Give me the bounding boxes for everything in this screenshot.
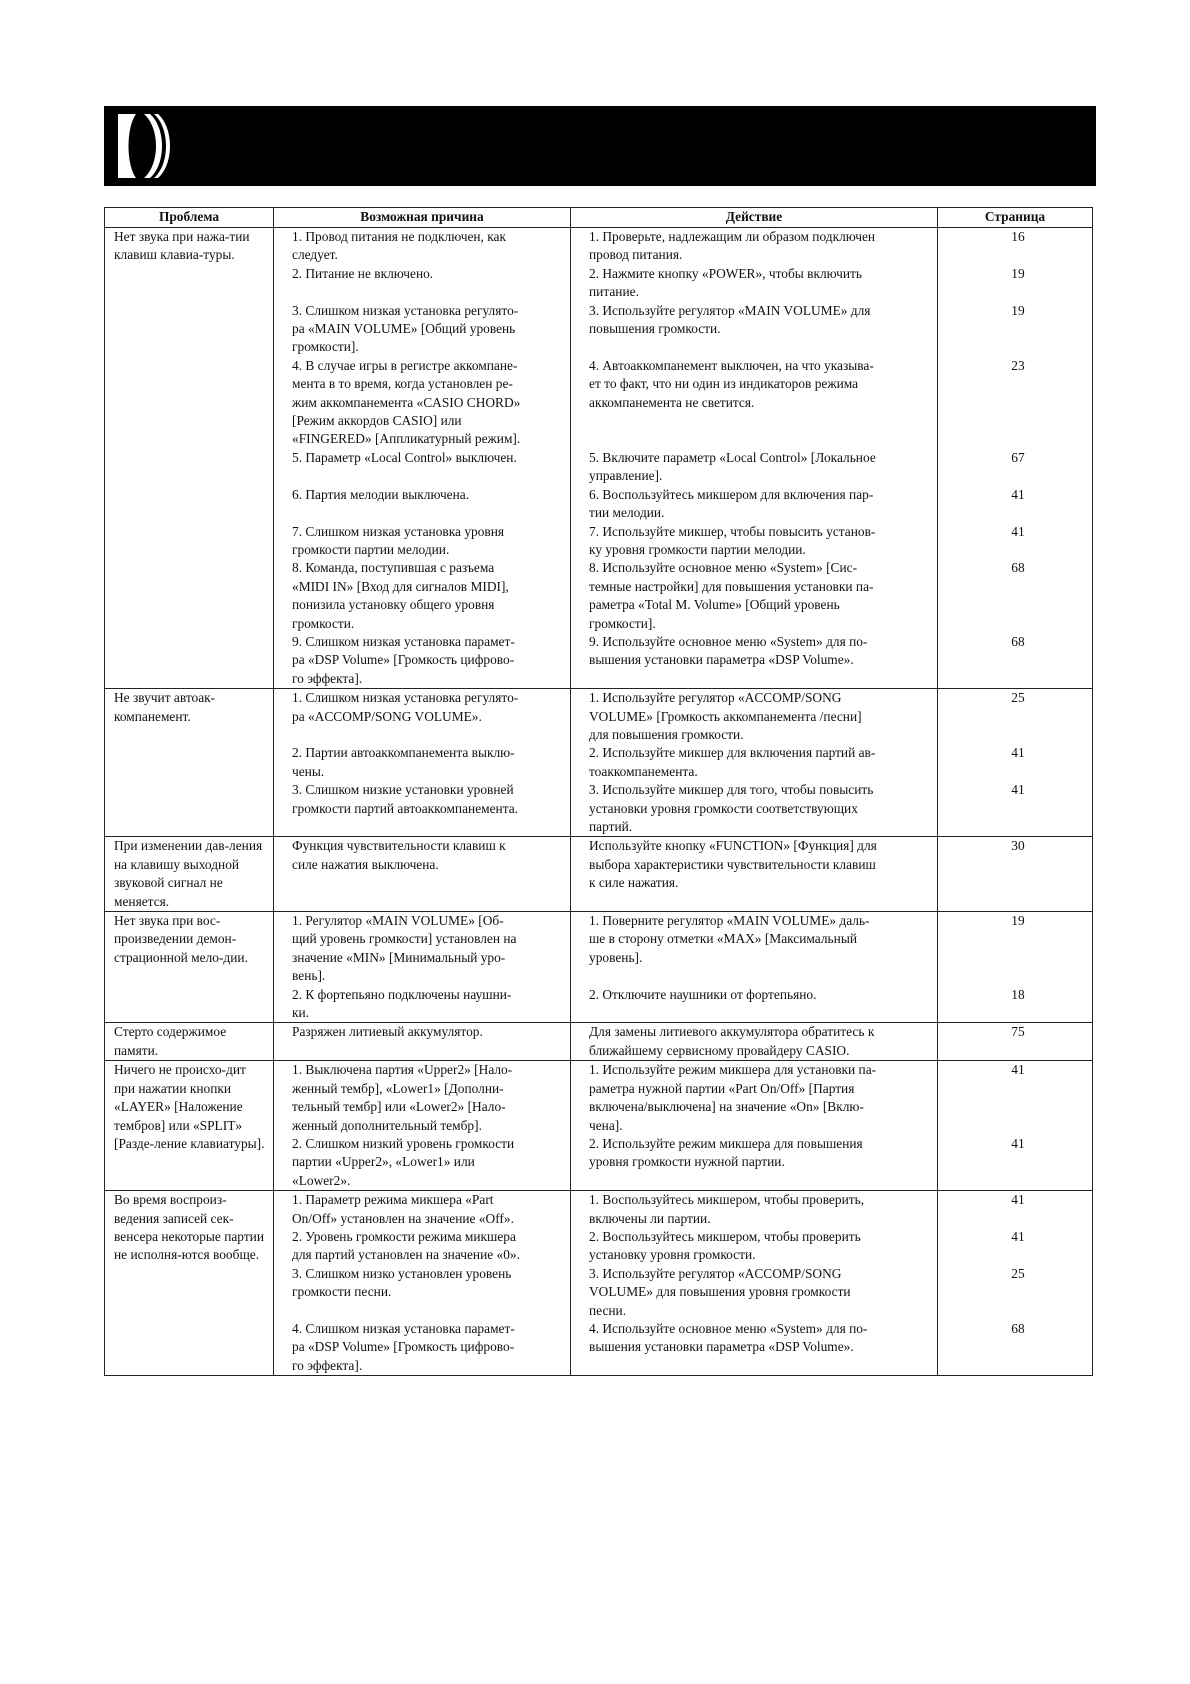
action-line: раметра «Total M. Volume» [Общий уровень	[589, 597, 840, 613]
page-spacer	[947, 818, 1086, 836]
cause-line: громкости песни.	[292, 1284, 392, 1300]
action-line: 4. Используйте основное меню «System» для по-	[589, 1320, 868, 1336]
cause-line: 6. Партия мелодии выключена.	[292, 486, 470, 502]
page-spacer	[947, 246, 1086, 264]
page-number: 75	[1011, 1024, 1025, 1040]
page-spacer	[947, 763, 1086, 781]
action-line: включена/выключена] на значение «On» [Вклю-	[589, 1099, 864, 1115]
page-spacer	[947, 726, 1086, 744]
cause-line: On/Off» установлен на значение «Off».	[292, 1210, 514, 1226]
page-spacer	[947, 615, 1086, 633]
cause-line: громкости].	[292, 339, 359, 355]
troubleshooting-table	[104, 207, 1093, 1376]
action-line: VOLUME» [Громкость аккомпанемента /песни]	[589, 708, 862, 724]
cause-line: «Lower2».	[292, 1172, 351, 1188]
action-cell	[571, 1191, 938, 1376]
cause-line: 3. Слишком низко установлен уровень	[292, 1265, 512, 1281]
action-line: вышения установки параметра «DSP Volume».	[589, 1339, 854, 1355]
page-spacer	[947, 1210, 1086, 1228]
cause-line	[283, 504, 564, 522]
cause-line: мента в то время, когда установлен ре-	[292, 376, 513, 392]
action-line: ет то факт, что ни один из индикаторов режима	[589, 376, 859, 392]
cause-line: 2. Партии автоаккомпанемента выклю-	[292, 745, 515, 761]
cause-line: ра «MAIN VOLUME» [Общий уровень	[292, 321, 516, 337]
page-spacer	[947, 651, 1086, 669]
page-cell	[938, 912, 1093, 1023]
page-number: 41	[1011, 1062, 1025, 1078]
cause-line: женный дополнительный тембр].	[292, 1117, 482, 1133]
action-line: 2. Используйте режим микшера для повышения	[589, 1135, 863, 1151]
cause-line: следует.	[292, 247, 338, 263]
cause-line: силе нажатия выключена.	[292, 856, 439, 872]
page-number: 18	[1011, 986, 1025, 1002]
table-row	[105, 837, 1093, 912]
page-spacer	[947, 283, 1086, 301]
action-line: 1. Воспользуйтесь микшером, чтобы проверить,	[589, 1192, 865, 1208]
cause-line: громкости партии мелодии.	[292, 541, 450, 557]
page-number: 41	[1011, 782, 1025, 798]
page-spacer	[947, 949, 1086, 967]
cause-line: тельный тембр] или «Lower2» [Нало-	[292, 1099, 506, 1115]
action-line: уровень].	[589, 949, 643, 965]
cause-line	[283, 874, 564, 892]
cause-line: значение «MIN» [Минимальный уро-	[292, 949, 506, 965]
page-number: 41	[1011, 486, 1025, 502]
cause-cell	[274, 1191, 571, 1376]
page-number: 25	[1011, 1265, 1025, 1281]
page-spacer	[947, 1246, 1086, 1264]
cause-cell	[274, 1023, 571, 1061]
page-spacer	[947, 412, 1086, 430]
page-number: 19	[1011, 265, 1025, 281]
cause-line: ра «DSP Volume» [Громкость цифрово-	[292, 1339, 515, 1355]
page-spacer	[947, 338, 1086, 356]
cause-line: 9. Слишком низкая установка парамет-	[292, 633, 515, 649]
page-cell	[938, 228, 1093, 689]
page-number: 68	[1011, 633, 1025, 649]
action-cell	[571, 837, 938, 912]
action-line: 2. Используйте микшер для включения партий ав-	[589, 745, 876, 761]
cause-line: 2. К фортепьяно подключены наушни-	[292, 986, 512, 1002]
bracket-mark-icon	[104, 106, 184, 186]
page-number: 25	[1011, 690, 1025, 706]
page-spacer	[947, 375, 1086, 393]
cause-line: 2. Питание не включено.	[292, 265, 434, 281]
table-row	[105, 1061, 1093, 1191]
page-spacer	[947, 596, 1086, 614]
action-line: тоаккомпанемента.	[589, 763, 698, 779]
cause-cell	[274, 912, 571, 1023]
page-spacer	[947, 967, 1086, 985]
action-line	[580, 430, 931, 448]
action-line: 8. Используйте основное меню «System» [Сис-	[589, 560, 858, 576]
action-line: провод питания.	[589, 247, 683, 263]
page-spacer	[947, 1302, 1086, 1320]
action-line: управление].	[589, 468, 663, 484]
cause-line: «MIDI IN» [Вход для сигналов MIDI],	[292, 578, 509, 594]
problem-cell: Ничего не происхо-дит при нажатии кнопки «LAYER» [Наложение тембров] или «SPLIT» [Разде-ление клавиатуры].	[105, 1061, 274, 1191]
page-cell	[938, 1023, 1093, 1061]
page-number: 19	[1011, 302, 1025, 318]
cause-cell	[274, 689, 571, 837]
page-number: 41	[1011, 745, 1025, 761]
cause-line: «FINGERED» [Аппликатурный режим].	[292, 431, 521, 447]
action-line	[580, 670, 931, 688]
action-line	[580, 338, 931, 356]
cause-line: 3. Слишком низкая установка регулято-	[292, 302, 519, 318]
page-spacer	[947, 430, 1086, 448]
cause-cell	[274, 1061, 571, 1191]
page-spacer	[947, 856, 1086, 874]
cause-line: щий уровень громкости] установлен на	[292, 931, 517, 947]
cause-line: 3. Слишком низкие установки уровней	[292, 782, 514, 798]
table-row	[105, 1023, 1093, 1061]
page-spacer	[947, 1338, 1086, 1356]
page-spacer	[947, 1042, 1086, 1060]
problem-cell: Нет звука при вос-произведении демон-страционной мело-дии.	[105, 912, 274, 1023]
action-line: 2. Отключите наушники от фортепьяно.	[589, 986, 817, 1002]
action-line: установки уровня громкости соответствующих	[589, 800, 858, 816]
cause-line: чены.	[292, 763, 325, 779]
action-cell	[571, 228, 938, 689]
cause-line	[283, 726, 564, 744]
cause-line: партии «Upper2», «Lower1» или	[292, 1154, 475, 1170]
page-spacer	[947, 1004, 1086, 1022]
table-row	[105, 228, 1093, 689]
action-line: ку уровня громкости партии мелодии.	[589, 541, 806, 557]
cause-line: громкости.	[292, 615, 355, 631]
cause-line	[283, 1042, 564, 1060]
action-line: ближайшему сервисному провайдеру CASIO.	[589, 1042, 850, 1058]
cause-line: [Режим аккордов CASIO] или	[292, 413, 462, 429]
column-header-cause: Возможная причина	[274, 208, 571, 228]
action-line: 1. Проверьте, надлежащим ли образом подключен	[589, 229, 876, 244]
action-line: 5. Включите параметр «Local Control» [Локальное	[589, 449, 876, 465]
column-header-problem: Проблема	[105, 208, 274, 228]
page-spacer	[947, 708, 1086, 726]
page-number: 41	[1011, 1192, 1025, 1208]
action-line: уровня громкости нужной партии.	[589, 1154, 785, 1170]
action-line: вышения установки параметра «DSP Volume».	[589, 652, 854, 668]
cause-line: 2. Слишком низкий уровень громкости	[292, 1135, 515, 1151]
page-cell	[938, 1061, 1093, 1191]
page-spacer	[947, 541, 1086, 559]
page-spacer	[947, 320, 1086, 338]
action-cell	[571, 689, 938, 837]
action-line: для повышения громкости.	[589, 726, 744, 742]
problem-cell: Нет звука при нажа-тии клавиш клавиа-туры.	[105, 228, 274, 689]
cause-line: 4. В случае игры в регистре аккомпане-	[292, 357, 518, 373]
table-row	[105, 1191, 1093, 1376]
cause-cell	[274, 228, 571, 689]
page-spacer	[947, 394, 1086, 412]
page-spacer	[947, 1117, 1086, 1135]
cause-line: Функция чувствительности клавиш к	[292, 838, 506, 854]
cause-line: понизила установку общего уровня	[292, 597, 495, 613]
cause-line: 1. Слишком низкая установка регулято-	[292, 690, 519, 706]
table-header-row	[105, 208, 1093, 228]
page-spacer	[947, 1098, 1086, 1116]
cause-line	[283, 1302, 564, 1320]
cause-line: го эффекта].	[292, 670, 363, 686]
action-line: питание.	[589, 284, 639, 300]
action-cell	[571, 912, 938, 1023]
page-number: 23	[1011, 357, 1025, 373]
page-number: 68	[1011, 1320, 1025, 1336]
page-spacer	[947, 578, 1086, 596]
action-line: чена].	[589, 1117, 623, 1133]
page-cell	[938, 689, 1093, 837]
page-number: 68	[1011, 560, 1025, 576]
action-line: раметра нужной партии «Part On/Off» [Партия	[589, 1080, 855, 1096]
page-cell	[938, 837, 1093, 912]
problem-cell: При изменении дав-ления на клавишу выходной звуковой сигнал не меняется.	[105, 837, 274, 912]
cause-line: для партий установлен на значение «0».	[292, 1247, 520, 1263]
page-spacer	[947, 1283, 1086, 1301]
page-spacer	[947, 1172, 1086, 1190]
action-line	[580, 412, 931, 430]
table-row	[105, 912, 1093, 1023]
cause-line: 1. Параметр режима микшера «Part	[292, 1192, 494, 1208]
page-spacer	[947, 467, 1086, 485]
page-spacer	[947, 504, 1086, 522]
page-number: 67	[1011, 449, 1025, 465]
action-line: 7. Используйте микшер, чтобы повысить установ-	[589, 523, 876, 539]
cause-line: го эффекта].	[292, 1357, 363, 1373]
cause-cell	[274, 837, 571, 912]
page-spacer	[947, 930, 1086, 948]
page-spacer	[947, 1153, 1086, 1171]
column-header-action: Действие	[571, 208, 938, 228]
cause-line: 1. Регулятор «MAIN VOLUME» [Об-	[292, 913, 504, 929]
cause-line: ра «ACCOMP/SONG VOLUME».	[292, 708, 482, 724]
action-line: громкости].	[589, 615, 656, 631]
page-number: 41	[1011, 523, 1025, 539]
action-line: установку уровня громкости.	[589, 1247, 756, 1263]
page-number: 41	[1011, 1135, 1025, 1151]
action-cell	[571, 1061, 938, 1191]
action-line: партий.	[589, 819, 633, 834]
page-spacer	[947, 670, 1086, 688]
cause-line: жим аккомпанемента «CASIO CHORD»	[292, 394, 521, 410]
cause-line: 4. Слишком низкая установка парамет-	[292, 1320, 515, 1336]
cause-line: вень].	[292, 968, 326, 984]
action-line: VOLUME» для повышения уровня громкости	[589, 1284, 851, 1300]
action-line	[580, 1172, 931, 1190]
cause-line: 5. Параметр «Local Control» выключен.	[292, 449, 517, 465]
cause-line	[283, 818, 564, 836]
action-line: 4. Автоаккомпанемент выключен, на что указыва-	[589, 357, 874, 373]
action-line: 1. Поверните регулятор «MAIN VOLUME» даль-	[589, 913, 870, 929]
action-line	[580, 1357, 931, 1375]
action-line: повышения громкости.	[589, 321, 721, 337]
action-line: ше в сторону отметки «MAX» [Максимальный	[589, 931, 857, 947]
action-line: 1. Используйте режим микшера для установки па-	[589, 1062, 877, 1078]
action-line: 9. Используйте основное меню «System» для по-	[589, 633, 868, 649]
action-line	[580, 1004, 931, 1022]
cause-line	[283, 283, 564, 301]
cause-line: ки.	[292, 1005, 310, 1021]
action-line	[580, 967, 931, 985]
page-number: 19	[1011, 913, 1025, 929]
cause-line	[283, 467, 564, 485]
problem-cell: Не звучит автоак-компанемент.	[105, 689, 274, 837]
action-line: 2. Нажмите кнопку «POWER», чтобы включить	[589, 265, 863, 281]
action-cell	[571, 1023, 938, 1061]
cause-line: ра «DSP Volume» [Громкость цифрово-	[292, 652, 515, 668]
action-line: к силе нажатия.	[589, 875, 679, 891]
cause-line: женный тембр], «Lower1» [Дополни-	[292, 1080, 504, 1096]
action-line: 1. Используйте регулятор «ACCOMP/SONG	[589, 690, 842, 706]
page-spacer	[947, 1080, 1086, 1098]
action-line: 2. Воспользуйтесь микшером, чтобы проверить	[589, 1228, 861, 1244]
action-line: 3. Используйте регулятор «ACCOMP/SONG	[589, 1265, 842, 1281]
problem-cell: Стерто содержимое памяти.	[105, 1023, 274, 1061]
page-cell	[938, 1191, 1093, 1376]
page-spacer	[947, 1357, 1086, 1375]
table-row	[105, 689, 1093, 837]
action-line: песни.	[589, 1302, 627, 1318]
page-number: 30	[1011, 838, 1025, 854]
action-line: 6. Воспользуйтесь микшером для включения пар-	[589, 486, 874, 502]
page-number: 16	[1011, 229, 1025, 244]
problem-cell: Во время воспроиз-ведения записей сек-венсера некоторые партии не исполня-ются вообще.	[105, 1191, 274, 1376]
cause-line: 1. Провод питания не подключен, как	[292, 229, 507, 244]
action-line: 3. Используйте микшер для того, чтобы повысить	[589, 782, 874, 798]
action-line: темные настройки] для повышения установки па-	[589, 578, 874, 594]
action-line: Для замены литиевого аккумулятора обратитесь к	[589, 1024, 875, 1040]
action-line: включены ли партии.	[589, 1210, 711, 1226]
action-line: выбора характеристики чувствительности клавиш	[589, 856, 876, 872]
cause-line: 7. Слишком низкая установка уровня	[292, 523, 505, 539]
action-line: тии мелодии.	[589, 505, 665, 521]
page-spacer	[947, 874, 1086, 892]
cause-line: Разряжен литиевый аккумулятор.	[292, 1024, 483, 1040]
action-line: Используйте кнопку «FUNCTION» [Функция] для	[589, 838, 877, 854]
section-header-banner	[104, 106, 1096, 186]
cause-line: 2. Уровень громкости режима микшера	[292, 1228, 516, 1244]
page-spacer	[947, 800, 1086, 818]
cause-line: 8. Команда, поступившая с разъема	[292, 560, 495, 576]
page-number: 41	[1011, 1228, 1025, 1244]
action-line: аккомпанемента не светится.	[589, 394, 755, 410]
column-header-page: Страница	[938, 208, 1093, 228]
cause-line: громкости партий автоаккомпанемента.	[292, 800, 519, 816]
action-line: 3. Используйте регулятор «MAIN VOLUME» для	[589, 302, 871, 318]
cause-line: 1. Выключена партия «Upper2» [Нало-	[292, 1062, 513, 1078]
